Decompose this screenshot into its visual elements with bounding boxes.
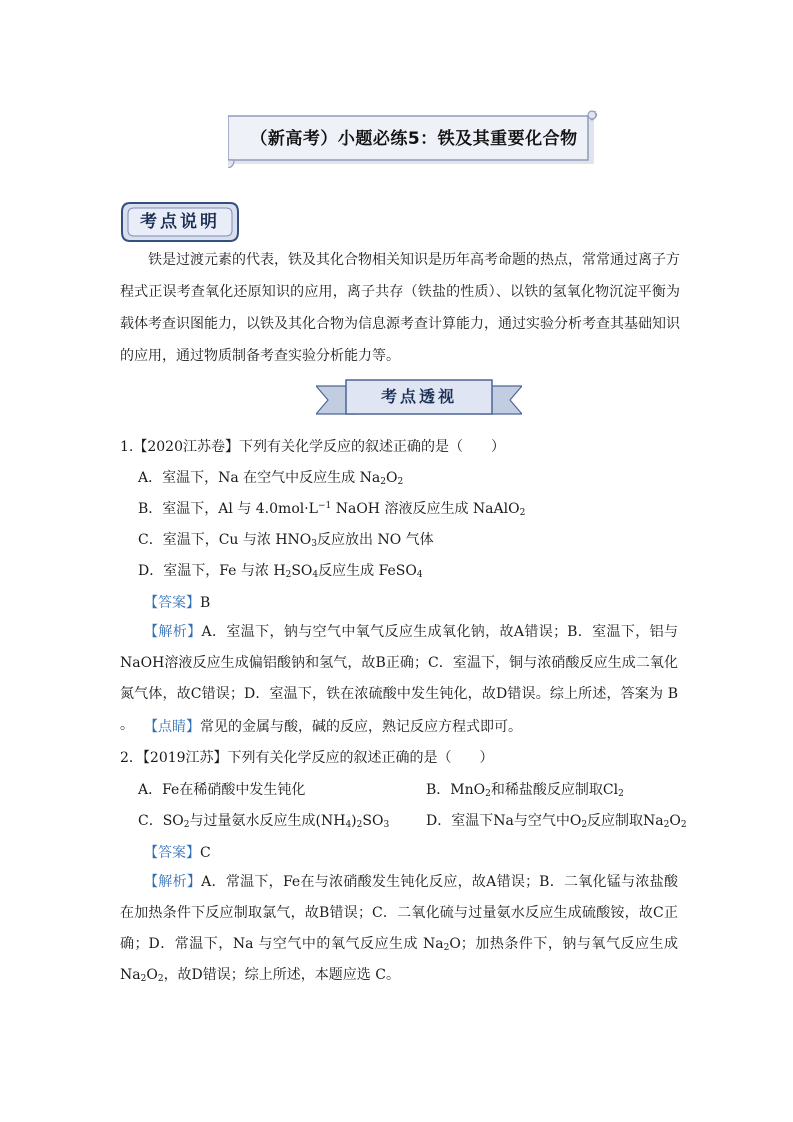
subscript: 4 bbox=[345, 820, 352, 830]
option-text: 反应生成 FeSO bbox=[318, 563, 417, 579]
section-badge-explanation bbox=[120, 200, 240, 244]
question-2-option-a bbox=[138, 779, 305, 799]
option-text: C．室温下，Cu 与浓 HNO bbox=[138, 532, 312, 548]
analysis-text: O；加热条件下，钠与氧气反应生成 Na bbox=[120, 936, 678, 983]
intro-paragraph: 铁是过渡元素的代表，铁及其化合物相关知识是历年高考命题的热点，常常通过离子方程式正误考查氧化还原知识的应用，离子共存（铁盐的性质）、以铁的氢氧化物沉淀平衡为载体考查识图能力，以铁及其化合物为信息源考查计算能力，通过实验分析考查其基础知识的应用，通过物质制备考查实验分析能力等。 bbox=[120, 252, 680, 364]
ribbon-label: 考点透视 bbox=[380, 387, 457, 406]
answer-tag: 【答案】 bbox=[144, 845, 200, 861]
option-text: 反应制取Na bbox=[587, 813, 664, 829]
question-1-option-b bbox=[138, 498, 525, 518]
option-text: ) bbox=[351, 813, 357, 829]
subscript: 2 bbox=[443, 943, 450, 953]
question-1-option-c bbox=[138, 529, 434, 549]
subscript: 2 bbox=[618, 789, 624, 799]
page-title: （新高考）小题必练5：铁及其重要化合物 bbox=[250, 129, 578, 149]
superscript: −1 bbox=[317, 501, 332, 511]
question-2-option-b bbox=[426, 779, 624, 799]
subscript: 2 bbox=[485, 789, 491, 799]
section-ribbon-perspective bbox=[316, 378, 522, 420]
subscript: 4 bbox=[416, 570, 423, 580]
badge-label: 考点说明 bbox=[140, 212, 220, 232]
question-1-answer bbox=[144, 592, 210, 612]
question-2-option-d bbox=[426, 810, 687, 830]
subscript: 4 bbox=[312, 570, 319, 580]
question-2-analysis bbox=[120, 867, 678, 991]
option-text: B．室温下，Al 与 4.0mol·L bbox=[138, 501, 318, 517]
analysis-tag: 【解析】 bbox=[144, 624, 202, 640]
question-1-stem: 1.【2020江苏卷】下列有关化学反应的叙述正确的是（ ） bbox=[120, 439, 505, 455]
option-text: SO bbox=[291, 563, 313, 579]
option-text: 与过量氨水反应生成(NH bbox=[189, 813, 346, 829]
question-1-tip bbox=[144, 716, 522, 736]
tip-tag: 【点睛】 bbox=[144, 719, 200, 735]
subscript: 2 bbox=[519, 508, 526, 518]
subscript: 2 bbox=[356, 820, 363, 830]
question-1-option-a bbox=[138, 467, 403, 487]
answer-value: C bbox=[200, 845, 211, 861]
option-text: D．室温下Na与空气中O bbox=[426, 813, 582, 829]
title-banner bbox=[228, 110, 600, 168]
tip-text: 常见的金属与酸，碱的反应，熟记反应方程式即可。 bbox=[200, 719, 522, 735]
subscript: 2 bbox=[397, 477, 404, 487]
option-text: 反应放出 NO 气体 bbox=[317, 532, 434, 548]
question-1-option-d bbox=[138, 560, 423, 580]
option-text: B．MnO bbox=[426, 782, 486, 798]
option-text: C．SO bbox=[138, 813, 184, 829]
analysis-text: ，故D错误；综上所述，本题应选 C。 bbox=[163, 967, 400, 983]
analysis-text: A．室温下，钠与空气中氧气反应生成氧化钠，故A错误；B．室温下，铝与NaOH溶液反应生成偏铝酸钠和氢气，故B正确；C．室温下，铜与浓硝酸反应生成二氧化氮气体，故C错误；D．室温下，铁在浓硫酸中发生钝化，故D错误。综上所述，答案为 B 。 bbox=[120, 624, 678, 733]
subscript: 3 bbox=[311, 539, 318, 549]
analysis-text: A．常温下，Fe在与浓硝酸发生钝化反应，故A错误；B．二氧化锰与浓盐酸在加热条件下反应制取氯气，故B错误；C．二氧化硫与过量氨水反应生成硫酸铵，故C正确；D．常温下，Na 与空气中的氧气反应生成 Na bbox=[120, 874, 678, 952]
subscript: 3 bbox=[383, 820, 390, 830]
option-text: NaOH 溶液反应生成 NaAlO bbox=[331, 501, 520, 517]
question-2-stem: 2．【2019江苏】下列有关化学反应的叙述正确的是（ ） bbox=[120, 750, 494, 766]
subscript: 2 bbox=[140, 974, 147, 984]
option-text: A．Fe在稀硝酸中发生钝化 bbox=[138, 782, 306, 798]
question-2-option-c bbox=[138, 810, 389, 830]
analysis-tag: 【解析】 bbox=[144, 874, 202, 890]
answer-value: B bbox=[200, 595, 211, 611]
option-text: 和稀盐酸反应制取Cl bbox=[490, 782, 619, 798]
subscript: 2 bbox=[680, 820, 687, 830]
subscript: 2 bbox=[157, 974, 164, 984]
subscript: 2 bbox=[285, 570, 292, 580]
subscript: 2 bbox=[380, 477, 386, 487]
option-text: SO bbox=[362, 813, 384, 829]
option-text: O bbox=[669, 813, 681, 829]
subscript: 2 bbox=[663, 820, 670, 830]
analysis-text: O bbox=[146, 967, 158, 983]
option-text: O bbox=[385, 470, 398, 486]
answer-tag: 【答案】 bbox=[144, 595, 200, 611]
question-2-answer bbox=[144, 842, 211, 862]
option-text: A．室温下，Na 在空气中反应生成 Na bbox=[138, 470, 381, 486]
subscript: 2 bbox=[581, 820, 588, 830]
subscript: 2 bbox=[183, 820, 190, 830]
option-text: D．室温下，Fe 与浓 H bbox=[138, 563, 286, 579]
